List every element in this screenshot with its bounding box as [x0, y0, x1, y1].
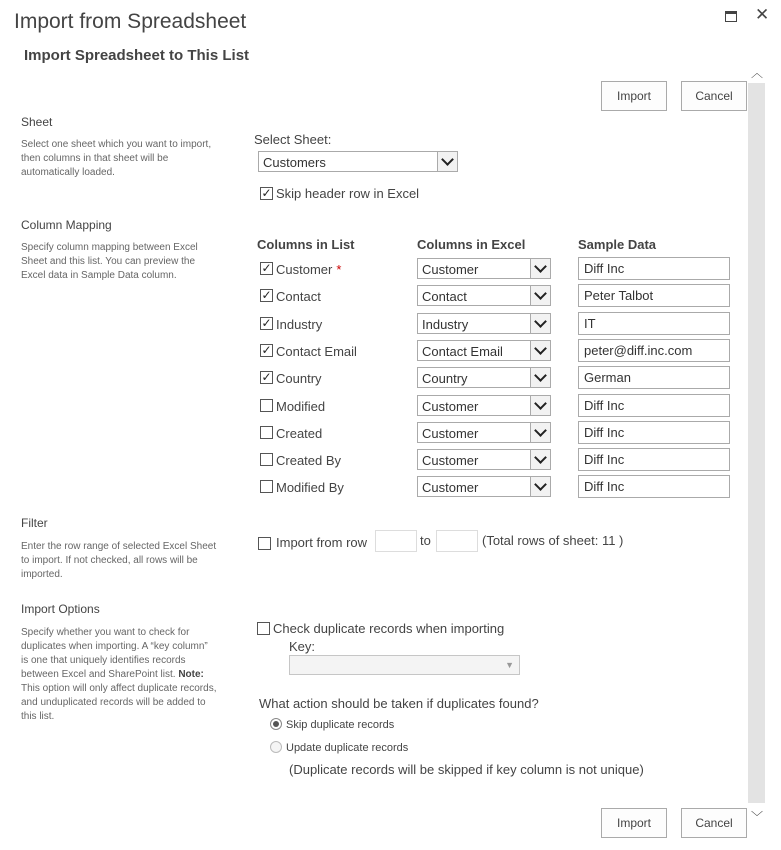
columns-in-excel-header: Columns in Excel [417, 237, 526, 252]
chevron-down-icon [530, 396, 550, 415]
to-row-input[interactable] [436, 530, 478, 552]
duplicate-footnote: (Duplicate records will be skipped if key column is not unique) [289, 762, 644, 777]
skip-duplicates-radio[interactable] [270, 718, 282, 730]
list-column-label [276, 453, 341, 468]
filter-section-title: Filter [21, 516, 48, 530]
list-column-label [276, 371, 322, 386]
page-heading: Import Spreadsheet to This List [24, 47, 250, 64]
list-column-label [276, 480, 344, 495]
columns-in-list-header: Columns in List [257, 237, 355, 252]
column-include-checkbox[interactable] [260, 317, 273, 330]
maximize-icon[interactable] [725, 11, 737, 22]
sample-data-field: IT [578, 312, 730, 335]
sheet-section-title: Sheet [21, 115, 53, 129]
column-include-checkbox[interactable] [260, 399, 273, 412]
note-label: Note: [178, 669, 204, 680]
sample-data-field: Diff Inc [578, 421, 730, 444]
column-include-checkbox[interactable] [260, 262, 273, 275]
import-options-title: Import Options [21, 602, 100, 616]
import-options-description [21, 626, 217, 724]
update-duplicates-radio[interactable] [270, 741, 282, 753]
import-options-description-text: Specify whether you want to check for duplicates when importing. A “key column” is one that uniquely identifies records between Excel and SharePoint list. [21, 627, 208, 680]
chevron-down-icon [530, 450, 550, 469]
chevron-down-icon [530, 286, 550, 305]
scroll-up-arrow-icon[interactable]: ︿ [751, 66, 764, 80]
skip-header-checkbox[interactable] [260, 187, 273, 200]
chevron-down-icon [530, 259, 550, 278]
required-indicator: * [336, 262, 342, 277]
import-from-row-label: Import from row [276, 535, 368, 550]
chevron-down-icon [530, 477, 550, 496]
scrollbar-thumb[interactable] [748, 83, 765, 803]
scroll-down-arrow-icon[interactable]: ﹀ [751, 810, 764, 824]
excel-column-select[interactable] [417, 367, 551, 388]
from-row-input[interactable] [375, 530, 417, 552]
sample-data-field: Diff Inc [578, 475, 730, 498]
check-duplicates-checkbox[interactable] [257, 622, 270, 635]
list-column-label [276, 399, 325, 414]
import-button-top[interactable]: Import [601, 81, 667, 111]
key-column-select[interactable] [289, 655, 520, 675]
column-mapping-title: Column Mapping [21, 218, 112, 232]
chevron-down-icon [530, 341, 550, 360]
column-include-checkbox[interactable] [260, 426, 273, 439]
skip-header-label: Skip header row in Excel [276, 186, 420, 201]
excel-column-value: Customer [422, 399, 479, 414]
duplicate-action-question: What action should be taken if duplicates found? [259, 696, 539, 711]
sample-data-field: Diff Inc [578, 257, 730, 280]
list-column-name: Contact [276, 289, 321, 304]
list-column-label [276, 426, 322, 441]
chevron-down-icon [530, 423, 550, 442]
list-column-name: Country [276, 371, 322, 386]
excel-column-value: Contact [422, 289, 467, 304]
sample-data-field: peter@diff.inc.com [578, 339, 730, 362]
excel-column-value: Customer [422, 426, 479, 441]
cancel-button-bottom[interactable]: Cancel [681, 808, 747, 838]
sample-data-field: Peter Talbot [578, 284, 730, 307]
chevron-down-icon [530, 368, 550, 387]
list-column-label [276, 317, 322, 332]
excel-column-select[interactable] [417, 449, 551, 470]
sheet-section-description: Select one sheet which you want to import, then columns in that sheet will be automatically loaded. [21, 139, 212, 178]
column-include-checkbox[interactable] [260, 344, 273, 357]
total-rows-text: (Total rows of sheet: 11 ) [482, 533, 624, 548]
list-column-label [276, 289, 321, 304]
sheet-select-value: Customers [263, 155, 326, 170]
sample-data-field: Diff Inc [578, 448, 730, 471]
column-mapping-description: Specify column mapping between Excel Sheet and this list. You can preview the Excel data in Sample Data column. [21, 242, 198, 281]
excel-column-select[interactable] [417, 313, 551, 334]
excel-column-select[interactable] [417, 476, 551, 497]
select-sheet-label: Select Sheet: [254, 132, 332, 147]
close-icon[interactable]: ✕ [755, 5, 770, 24]
excel-column-value: Industry [422, 317, 469, 332]
sample-data-field: German [578, 366, 730, 389]
column-include-checkbox[interactable] [260, 371, 273, 384]
sample-data-header: Sample Data [578, 237, 657, 252]
list-column-label [276, 262, 341, 277]
excel-column-value: Customer [422, 480, 479, 495]
sample-data-field: Diff Inc [578, 394, 730, 417]
column-include-checkbox[interactable] [260, 453, 273, 466]
excel-column-select[interactable] [417, 395, 551, 416]
list-column-name: Modified [276, 399, 326, 414]
excel-column-select[interactable] [417, 285, 551, 306]
key-label: Key: [289, 639, 316, 654]
excel-column-value: Country [422, 371, 468, 386]
chevron-down-icon [437, 152, 457, 171]
check-duplicates-label: Check duplicate records when importing [273, 621, 505, 636]
chevron-down-icon [530, 314, 550, 333]
list-column-label [276, 344, 357, 359]
dialog-title: Import from Spreadsheet [14, 10, 247, 33]
cancel-button-top[interactable]: Cancel [681, 81, 747, 111]
list-column-name: Contact Email [276, 344, 357, 359]
column-include-checkbox[interactable] [260, 480, 273, 493]
list-column-name: Created [276, 426, 323, 441]
excel-column-select[interactable] [417, 340, 551, 361]
list-column-name: Modified By [276, 480, 344, 495]
excel-column-value: Contact Email [422, 344, 503, 359]
import-from-row-checkbox[interactable] [258, 537, 271, 550]
update-duplicates-label: Update duplicate records [286, 742, 409, 754]
import-button-bottom[interactable]: Import [601, 808, 667, 838]
to-label: to [420, 533, 431, 548]
note-text: This option will only affect duplicate records, and unduplicated records will be added to this list. [21, 683, 217, 722]
filter-section-description: Enter the row range of selected Excel Sheet to import. If not checked, all rows will be imported. [21, 541, 217, 580]
excel-column-select[interactable] [417, 258, 551, 279]
list-column-name: Industry [276, 317, 323, 332]
list-column-name: Created By [276, 453, 342, 468]
sheet-select[interactable] [258, 151, 458, 172]
column-include-checkbox[interactable] [260, 289, 273, 302]
excel-column-select[interactable] [417, 422, 551, 443]
excel-column-value: Customer [422, 262, 479, 277]
excel-column-value: Customer [422, 453, 479, 468]
list-column-name: Customer [276, 262, 333, 277]
skip-duplicates-label: Skip duplicate records [286, 719, 395, 731]
